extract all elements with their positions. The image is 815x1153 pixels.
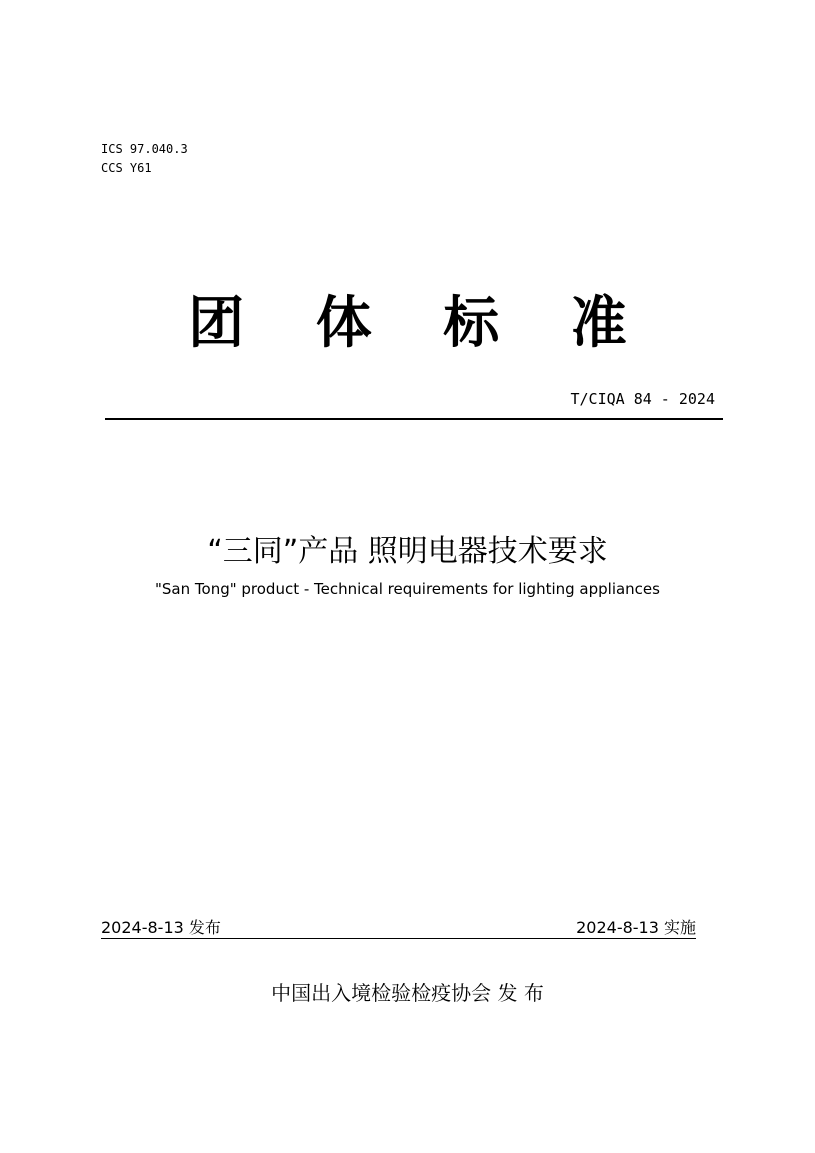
footer-divider — [101, 938, 696, 939]
publisher: 中国出入境检验检疫协会 发 布 — [271, 981, 544, 1005]
title-chinese: “三同”产品 照明电器技术要求 — [207, 534, 608, 569]
issue-date: 2024-8-13 发布 — [101, 918, 221, 937]
implementation-date: 2024-8-13 实施 — [576, 918, 696, 937]
header-divider — [105, 418, 723, 420]
ics-code: ICS 97.040.3 — [101, 142, 188, 156]
document-number: T/CIQA 84 - 2024 — [570, 390, 715, 408]
ccs-code: CCS Y61 — [101, 161, 152, 175]
document-type-heading: 团 体 标 准 — [188, 290, 653, 356]
title-english: "San Tong" product - Technical requirements for lighting appliances — [155, 580, 660, 598]
